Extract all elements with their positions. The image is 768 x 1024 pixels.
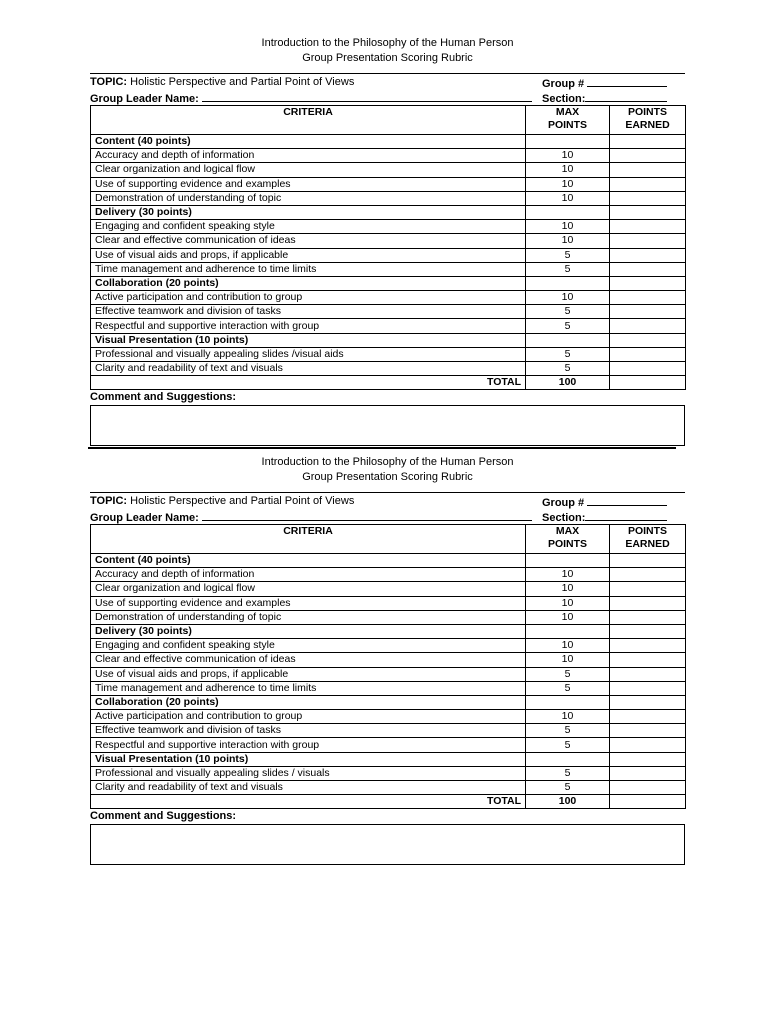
max-points-value: 5	[526, 681, 610, 695]
criteria-row	[91, 262, 686, 276]
max-points-value: 10	[526, 234, 610, 248]
criteria-row	[91, 766, 686, 780]
section-label: Section:	[542, 512, 586, 524]
criteria-label: Active participation and contribution to group	[91, 291, 526, 305]
total-max-value: 100	[526, 376, 610, 390]
criteria-row	[91, 653, 686, 667]
earned-header-line2: EARNED	[625, 119, 670, 131]
section-max-cell	[526, 624, 610, 638]
criteria-row	[91, 724, 686, 738]
points-earned-cell[interactable]	[610, 639, 686, 653]
points-earned-cell[interactable]	[610, 220, 686, 234]
max-header-line1: MAX	[555, 106, 580, 118]
max-points-value: 10	[526, 639, 610, 653]
criteria-row	[91, 568, 686, 582]
section-name: Delivery (30 points)	[91, 624, 526, 638]
criteria-row	[91, 248, 686, 262]
section-name: Content (40 points)	[91, 554, 526, 568]
section-name: Content (40 points)	[91, 135, 526, 149]
criteria-label: Accuracy and depth of information	[91, 568, 526, 582]
earned-header-line1: POINTS	[627, 525, 668, 537]
table-header-row	[91, 106, 686, 135]
max-points-value: 10	[526, 291, 610, 305]
points-earned-cell[interactable]	[610, 610, 686, 624]
section-max-cell	[526, 752, 610, 766]
criteria-row	[91, 220, 686, 234]
rubric-title: Group Presentation Scoring Rubric	[302, 471, 473, 483]
points-earned-cell[interactable]	[610, 766, 686, 780]
points-earned-cell[interactable]	[610, 149, 686, 163]
max-points-value: 10	[526, 596, 610, 610]
section-row	[91, 205, 686, 219]
criteria-row	[91, 667, 686, 681]
comment-box[interactable]	[90, 405, 685, 446]
criteria-label: Clear and effective communication of ideas	[91, 653, 526, 667]
section-name: Collaboration (20 points)	[91, 276, 526, 290]
criteria-header: CRITERIA	[91, 106, 526, 135]
section-row	[91, 752, 686, 766]
max-points-value: 10	[526, 610, 610, 624]
criteria-label: Use of supporting evidence and examples	[91, 177, 526, 191]
course-title: Introduction to the Philosophy of the Human Person	[261, 37, 514, 49]
points-earned-cell[interactable]	[610, 582, 686, 596]
points-earned-cell[interactable]	[610, 362, 686, 376]
max-header-line2: POINTS	[547, 119, 588, 131]
earned-header-line2: EARNED	[625, 538, 670, 550]
section-name: Collaboration (20 points)	[91, 695, 526, 709]
max-points-value: 10	[526, 582, 610, 596]
criteria-label: Clear organization and logical flow	[91, 582, 526, 596]
comment-label: Comment and Suggestions:	[90, 810, 237, 823]
criteria-row	[91, 710, 686, 724]
scoring-table	[90, 105, 686, 390]
section-max-cell	[526, 205, 610, 219]
section-max-cell	[526, 554, 610, 568]
criteria-row	[91, 681, 686, 695]
section-earned-cell[interactable]	[610, 333, 686, 347]
criteria-row	[91, 177, 686, 191]
max-header-line2: POINTS	[547, 538, 588, 550]
criteria-label: Demonstration of understanding of topic	[91, 610, 526, 624]
section-max-cell	[526, 333, 610, 347]
section-max-cell	[526, 695, 610, 709]
form-title	[90, 36, 685, 66]
max-points-value: 10	[526, 163, 610, 177]
group-number-field[interactable]	[587, 75, 667, 87]
points-earned-cell[interactable]	[610, 319, 686, 333]
max-points-value: 5	[526, 766, 610, 780]
form-header-fields	[90, 73, 685, 105]
criteria-row	[91, 738, 686, 752]
section-label: Section:	[542, 93, 586, 105]
criteria-row	[91, 234, 686, 248]
comment-box[interactable]	[90, 824, 685, 865]
points-earned-cell[interactable]	[610, 191, 686, 205]
rubric-title: Group Presentation Scoring Rubric	[302, 52, 473, 64]
form-title	[90, 455, 685, 485]
section-field[interactable]	[585, 509, 667, 521]
section-row	[91, 333, 686, 347]
course-title: Introduction to the Philosophy of the Human Person	[261, 456, 514, 468]
rubric-form-2	[90, 455, 685, 865]
criteria-label: Time management and adherence to time limits	[91, 262, 526, 276]
criteria-label: Clarity and readability of text and visuals	[91, 362, 526, 376]
max-points-value: 5	[526, 781, 610, 795]
points-earned-cell[interactable]	[610, 305, 686, 319]
group-number-label: Group #	[542, 497, 585, 509]
section-row	[91, 276, 686, 290]
section-row	[91, 554, 686, 568]
topic-label: TOPIC:	[90, 495, 128, 507]
criteria-label: Time management and adherence to time limits	[91, 681, 526, 695]
group-number-label: Group #	[542, 78, 585, 90]
comment-label: Comment and Suggestions:	[90, 391, 237, 404]
section-earned-cell[interactable]	[610, 135, 686, 149]
criteria-row	[91, 149, 686, 163]
total-earned-cell[interactable]	[610, 795, 686, 809]
criteria-row	[91, 305, 686, 319]
criteria-row	[91, 639, 686, 653]
criteria-label: Engaging and confident speaking style	[91, 220, 526, 234]
criteria-label: Effective teamwork and division of tasks	[91, 724, 526, 738]
criteria-label: Clear and effective communication of ideas	[91, 234, 526, 248]
criteria-label: Professional and visually appealing slides /visual aids	[91, 347, 526, 361]
topic-label: TOPIC:	[90, 76, 128, 88]
criteria-row	[91, 347, 686, 361]
max-header-line1: MAX	[555, 525, 580, 537]
section-earned-cell[interactable]	[610, 624, 686, 638]
section-earned-cell[interactable]	[610, 205, 686, 219]
points-earned-cell[interactable]	[610, 781, 686, 795]
section-row	[91, 135, 686, 149]
points-earned-cell[interactable]	[610, 667, 686, 681]
section-earned-cell[interactable]	[610, 695, 686, 709]
max-points-value: 10	[526, 220, 610, 234]
criteria-label: Clear organization and logical flow	[91, 163, 526, 177]
points-earned-cell[interactable]	[610, 724, 686, 738]
points-earned-cell[interactable]	[610, 234, 686, 248]
max-points-value: 10	[526, 710, 610, 724]
section-name: Delivery (30 points)	[91, 205, 526, 219]
earned-header-line1: POINTS	[627, 106, 668, 118]
max-points-value: 5	[526, 347, 610, 361]
criteria-label: Active participation and contribution to group	[91, 710, 526, 724]
criteria-label: Accuracy and depth of information	[91, 149, 526, 163]
max-points-value: 5	[526, 738, 610, 752]
criteria-label: Use of supporting evidence and examples	[91, 596, 526, 610]
points-earned-cell[interactable]	[610, 596, 686, 610]
section-field[interactable]	[585, 90, 667, 102]
points-earned-cell[interactable]	[610, 347, 686, 361]
criteria-row	[91, 291, 686, 305]
max-points-value: 5	[526, 362, 610, 376]
section-row	[91, 624, 686, 638]
points-earned-cell[interactable]	[610, 568, 686, 582]
criteria-label: Respectful and supportive interaction with group	[91, 738, 526, 752]
max-points-header	[526, 106, 610, 135]
max-points-value: 10	[526, 191, 610, 205]
group-leader-label: Group Leader Name:	[90, 93, 199, 105]
criteria-label: Effective teamwork and division of tasks	[91, 305, 526, 319]
section-name: Visual Presentation (10 points)	[91, 333, 526, 347]
topic-value: Holistic Perspective and Partial Point of Views	[127, 495, 355, 507]
criteria-label: Engaging and confident speaking style	[91, 639, 526, 653]
section-max-cell	[526, 135, 610, 149]
max-points-value: 5	[526, 724, 610, 738]
points-earned-header	[610, 106, 686, 135]
section-row	[91, 695, 686, 709]
points-earned-header	[610, 525, 686, 554]
criteria-row	[91, 362, 686, 376]
section-earned-cell[interactable]	[610, 554, 686, 568]
group-number-field[interactable]	[587, 494, 667, 506]
page-divider	[88, 447, 676, 449]
criteria-row	[91, 319, 686, 333]
section-earned-cell[interactable]	[610, 752, 686, 766]
table-header-row	[91, 525, 686, 554]
rubric-form-1	[90, 36, 685, 446]
total-row	[91, 795, 686, 809]
criteria-header: CRITERIA	[91, 525, 526, 554]
total-max-value: 100	[526, 795, 610, 809]
group-leader-label: Group Leader Name:	[90, 512, 199, 524]
points-earned-cell[interactable]	[610, 738, 686, 752]
max-points-value: 5	[526, 262, 610, 276]
max-points-value: 5	[526, 319, 610, 333]
scoring-table	[90, 524, 686, 809]
criteria-row	[91, 596, 686, 610]
points-earned-cell[interactable]	[610, 681, 686, 695]
max-points-header	[526, 525, 610, 554]
criteria-row	[91, 610, 686, 624]
max-points-value: 10	[526, 149, 610, 163]
points-earned-cell[interactable]	[610, 177, 686, 191]
points-earned-cell[interactable]	[610, 653, 686, 667]
criteria-row	[91, 781, 686, 795]
max-points-value: 5	[526, 248, 610, 262]
topic-value: Holistic Perspective and Partial Point of Views	[127, 76, 355, 88]
points-earned-cell[interactable]	[610, 262, 686, 276]
group-leader-field[interactable]	[202, 509, 532, 521]
max-points-value: 10	[526, 177, 610, 191]
total-label: TOTAL	[91, 376, 526, 390]
criteria-row	[91, 191, 686, 205]
criteria-label: Clarity and readability of text and visuals	[91, 781, 526, 795]
section-max-cell	[526, 276, 610, 290]
criteria-label: Professional and visually appealing slides / visuals	[91, 766, 526, 780]
criteria-row	[91, 163, 686, 177]
max-points-value: 10	[526, 568, 610, 582]
total-earned-cell[interactable]	[610, 376, 686, 390]
max-points-value: 5	[526, 305, 610, 319]
points-earned-cell[interactable]	[610, 163, 686, 177]
section-name: Visual Presentation (10 points)	[91, 752, 526, 766]
criteria-label: Respectful and supportive interaction with group	[91, 319, 526, 333]
section-earned-cell[interactable]	[610, 276, 686, 290]
criteria-label: Use of visual aids and props, if applicable	[91, 667, 526, 681]
criteria-label: Demonstration of understanding of topic	[91, 191, 526, 205]
points-earned-cell[interactable]	[610, 248, 686, 262]
points-earned-cell[interactable]	[610, 710, 686, 724]
points-earned-cell[interactable]	[610, 291, 686, 305]
criteria-row	[91, 582, 686, 596]
max-points-value: 5	[526, 667, 610, 681]
form-header-fields	[90, 492, 685, 524]
max-points-value: 10	[526, 653, 610, 667]
group-leader-field[interactable]	[202, 90, 532, 102]
total-label: TOTAL	[91, 795, 526, 809]
criteria-label: Use of visual aids and props, if applicable	[91, 248, 526, 262]
total-row	[91, 376, 686, 390]
